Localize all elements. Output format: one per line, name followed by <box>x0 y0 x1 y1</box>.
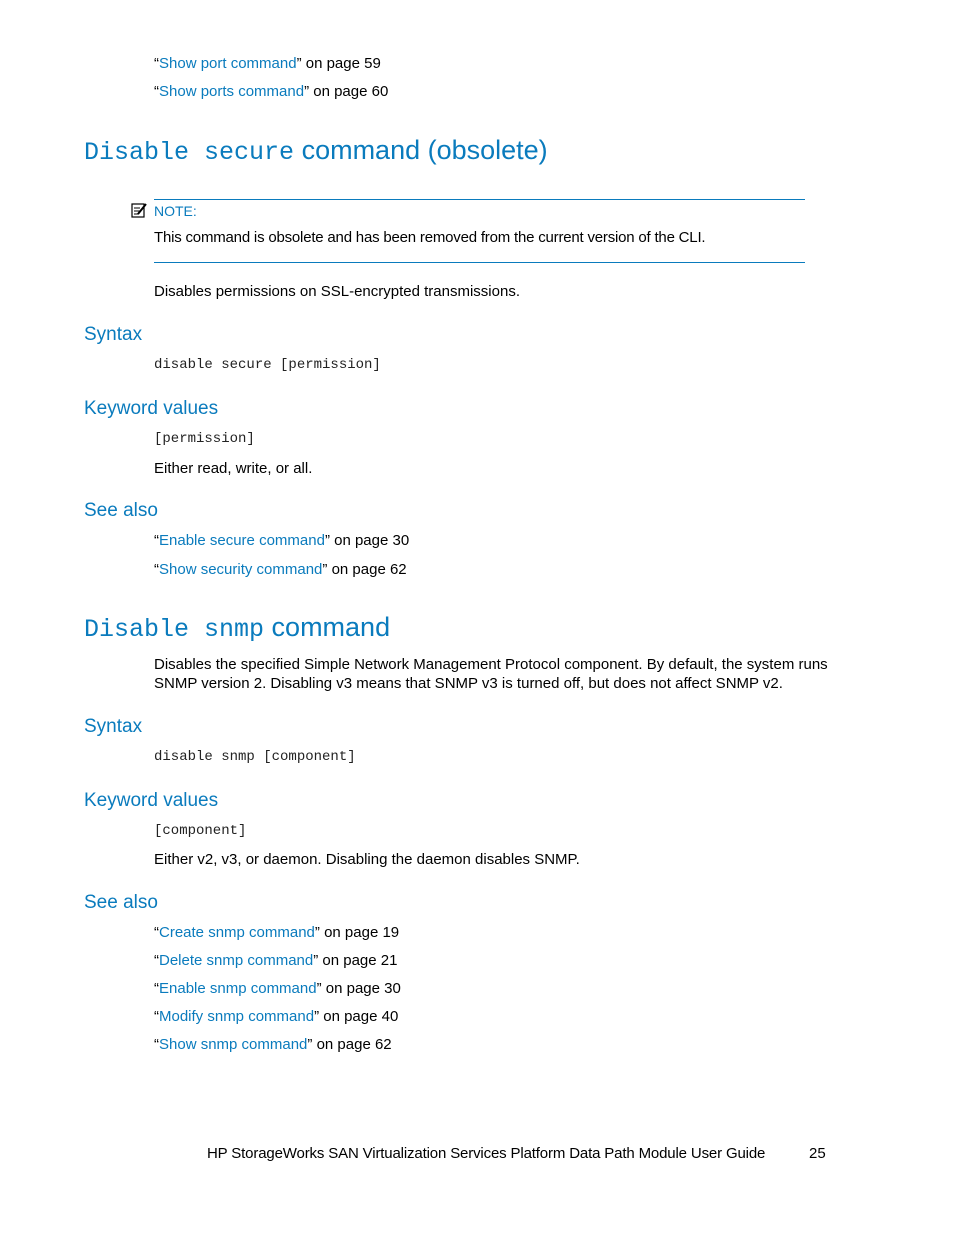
cross-reference: “Modify snmp command” on page 40 <box>154 1008 399 1025</box>
see-also-heading: See also <box>84 892 158 913</box>
link-modify-snmp-command[interactable]: Modify snmp command <box>159 1008 315 1025</box>
keyword-code: [component] <box>154 823 247 839</box>
keyword-code: [permission] <box>154 431 255 447</box>
cross-reference: “Show port command” on page 59 <box>154 55 381 72</box>
page-number: 25 <box>809 1145 826 1162</box>
cross-reference: “Enable secure command” on page 30 <box>154 532 410 549</box>
keyword-description: Either read, write, or all. <box>154 460 313 477</box>
syntax-code: disable secure [permission] <box>154 357 381 373</box>
note-bottom-rule <box>154 262 805 263</box>
section-title-disable-secure: Disable secure command (obsolete) <box>84 135 548 167</box>
link-show-snmp-command[interactable]: Show snmp command <box>159 1036 308 1053</box>
note-pencil-icon <box>131 202 148 219</box>
see-also-heading: See also <box>84 500 158 521</box>
cross-reference: “Create snmp command” on page 19 <box>154 924 400 941</box>
keyword-values-heading: Keyword values <box>84 790 219 811</box>
syntax-heading: Syntax <box>84 324 143 345</box>
link-show-ports-command[interactable]: Show ports command <box>159 83 305 100</box>
keyword-values-heading: Keyword values <box>84 398 219 419</box>
link-show-port-command[interactable]: Show port command <box>159 55 297 72</box>
link-show-security-command[interactable]: Show security command <box>159 561 323 578</box>
note-text: This command is obsolete and has been removed from the current version of the CLI. <box>154 229 706 246</box>
link-create-snmp-command[interactable]: Create snmp command <box>159 924 315 941</box>
syntax-code: disable snmp [component] <box>154 749 356 765</box>
syntax-heading: Syntax <box>84 716 143 737</box>
cross-reference: “Delete snmp command” on page 21 <box>154 952 398 969</box>
link-enable-secure-command[interactable]: Enable secure command <box>159 532 325 549</box>
description: Disables the specified Simple Network Management Protocol component. By default, the system runs SNMP version 2. Disabling v3 means that SNMP v3 is turned off, but does not affect SNMP v2. <box>154 656 828 692</box>
description: Disables permissions on SSL-encrypted transmissions. <box>154 283 520 300</box>
link-delete-snmp-command[interactable]: Delete snmp command <box>159 952 314 969</box>
cross-reference: “Enable snmp command” on page 30 <box>154 980 401 997</box>
footer-title: HP StorageWorks SAN Virtualization Services Platform Data Path Module User Guide <box>207 1145 766 1162</box>
cross-reference: “Show snmp command” on page 62 <box>154 1036 392 1053</box>
keyword-description: Either v2, v3, or daemon. Disabling the daemon disables SNMP. <box>154 851 580 868</box>
cross-reference: “Show ports command” on page 60 <box>154 83 389 100</box>
cross-reference: “Show security command” on page 62 <box>154 561 407 578</box>
section-title-disable-snmp: Disable snmp command <box>84 612 391 644</box>
note-top-rule <box>154 199 805 200</box>
note-label: NOTE: <box>154 203 197 219</box>
link-enable-snmp-command[interactable]: Enable snmp command <box>159 980 317 997</box>
